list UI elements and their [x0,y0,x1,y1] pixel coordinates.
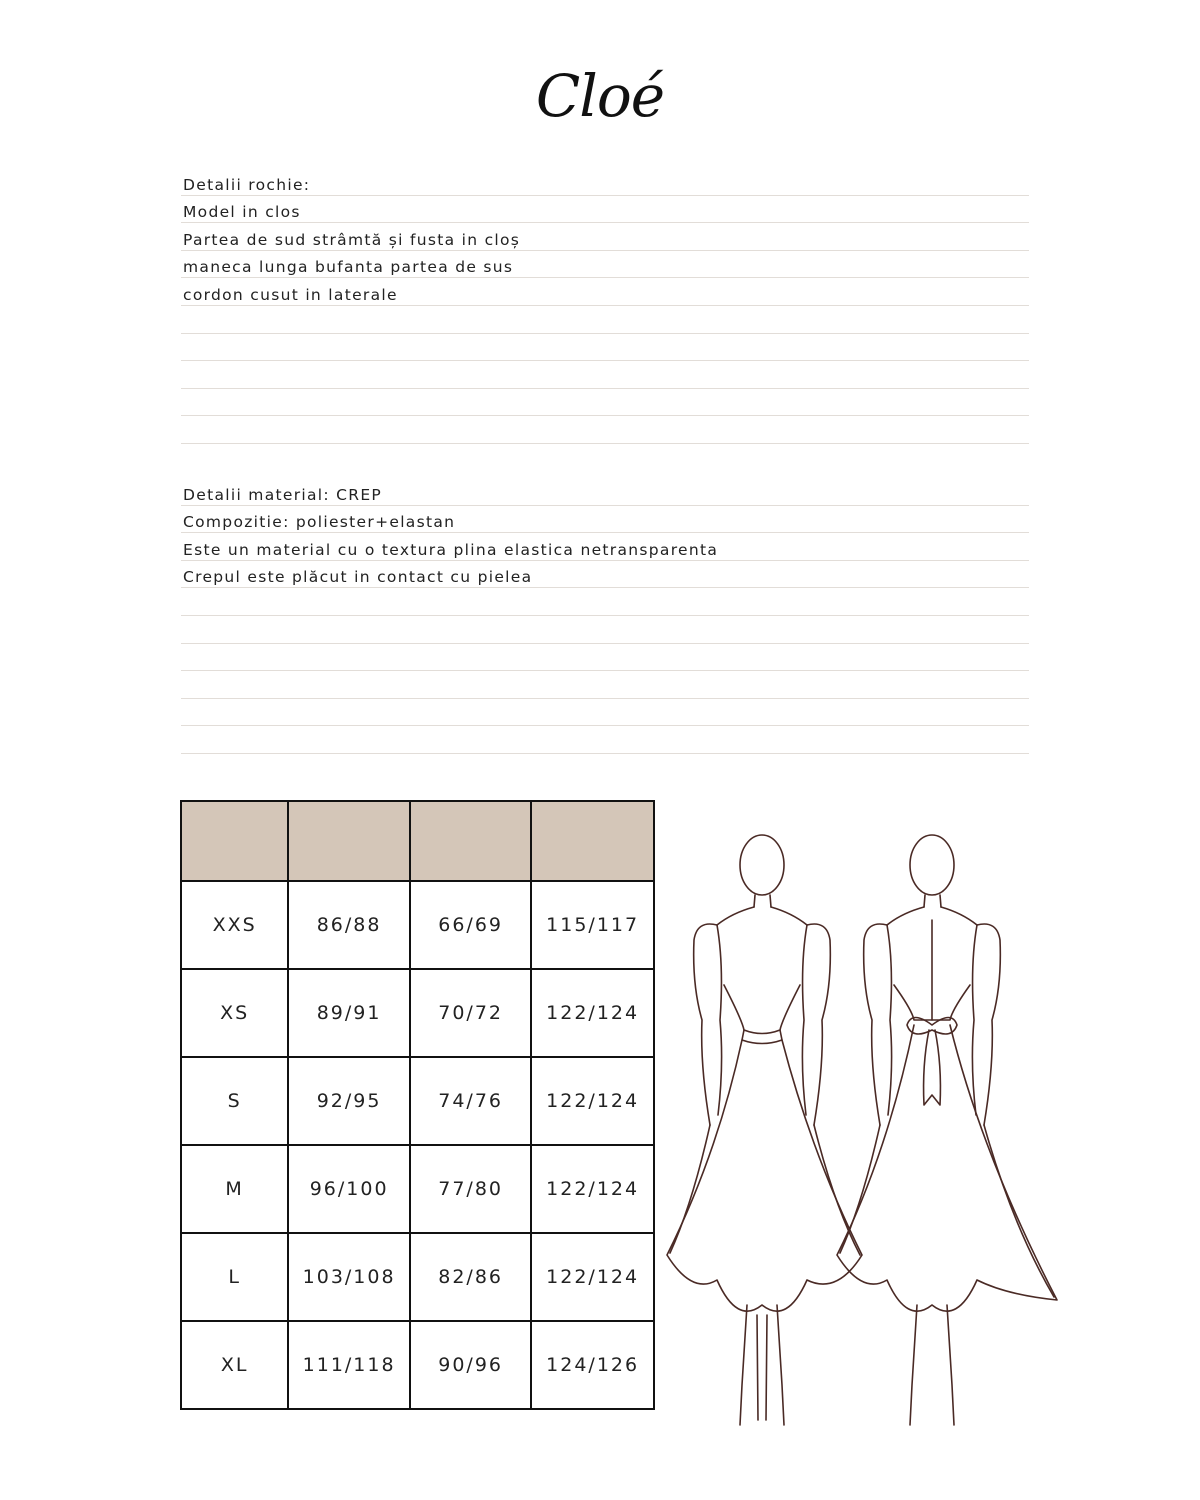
ruled-line [181,671,1029,699]
size-label-cell: XS [181,969,288,1057]
size-label-cell: M [181,1145,288,1233]
ruled-line [181,278,1029,306]
table-row [181,1145,654,1233]
ruled-line [181,389,1029,417]
size-chart-table [180,800,655,1410]
header-cell [531,801,654,881]
measure-cell: 103/108 [288,1233,410,1321]
measure-cell: 77/80 [410,1145,531,1233]
ruled-line [181,306,1029,334]
ruled-line [181,561,1029,589]
ruled-line [181,616,1029,644]
measure-cell: 92/95 [288,1057,410,1145]
measure-cell: 66/69 [410,881,531,969]
ruled-line [181,726,1029,754]
ruled-line [181,251,1029,279]
measure-cell: 122/124 [531,1057,654,1145]
dress-details-heading: Detalii rochie: [183,175,311,194]
measure-cell: 70/72 [410,969,531,1057]
front-view-figure [667,835,862,1425]
ruled-line [181,416,1029,444]
material-details-section [181,478,1029,754]
measure-cell: 96/100 [288,1145,410,1233]
table-row [181,881,654,969]
ruled-line [181,588,1029,616]
header-cell [410,801,531,881]
measure-cell: 82/86 [410,1233,531,1321]
material-details-heading: Detalii material: CREP [183,485,383,504]
measure-cell: 74/76 [410,1057,531,1145]
ruled-line [181,533,1029,561]
size-label-cell: XL [181,1321,288,1409]
dress-detail-text: Partea de sud strâmtă și fusta in cloș [183,230,521,249]
material-detail-text: Este un material cu o textura plina elastica netransparenta [183,540,719,559]
brand-title: Cloé [535,62,665,130]
measure-cell: 122/124 [531,1233,654,1321]
measure-cell: 89/91 [288,969,410,1057]
measure-cell: 124/126 [531,1321,654,1409]
material-detail-text: Crepul este plăcut in contact cu pielea [183,568,533,587]
ruled-line [181,699,1029,727]
dress-sketch-icon [662,825,1062,1430]
ruled-line [181,361,1029,389]
measure-cell: 86/88 [288,881,410,969]
table-row [181,969,654,1057]
dress-detail-text: Model in clos [183,203,301,222]
ruled-line [181,223,1029,251]
measure-cell: 90/96 [410,1321,531,1409]
header-cell [181,801,288,881]
header-cell [288,801,410,881]
table-row [181,1233,654,1321]
table-row [181,1321,654,1409]
dress-detail-text: cordon cusut in laterale [183,285,398,304]
size-label-cell: S [181,1057,288,1145]
measure-cell: 111/118 [288,1321,410,1409]
dress-detail-text: maneca lunga bufanta partea de sus [183,258,514,277]
dress-details-section [181,168,1029,444]
measure-cell: 115/117 [531,881,654,969]
size-chart-header-row [181,801,654,881]
ruled-line [181,196,1029,224]
measure-cell: 122/124 [531,969,654,1057]
table-row [181,1057,654,1145]
measure-cell: 122/124 [531,1145,654,1233]
size-label-cell: L [181,1233,288,1321]
ruled-line [181,334,1029,362]
size-label-cell: XXS [181,881,288,969]
material-detail-text: Compozitie: poliester+elastan [183,513,456,532]
ruled-line [181,506,1029,534]
back-view-figure [837,835,1057,1425]
ruled-line [181,478,1029,506]
ruled-line [181,644,1029,672]
ruled-line [181,168,1029,196]
